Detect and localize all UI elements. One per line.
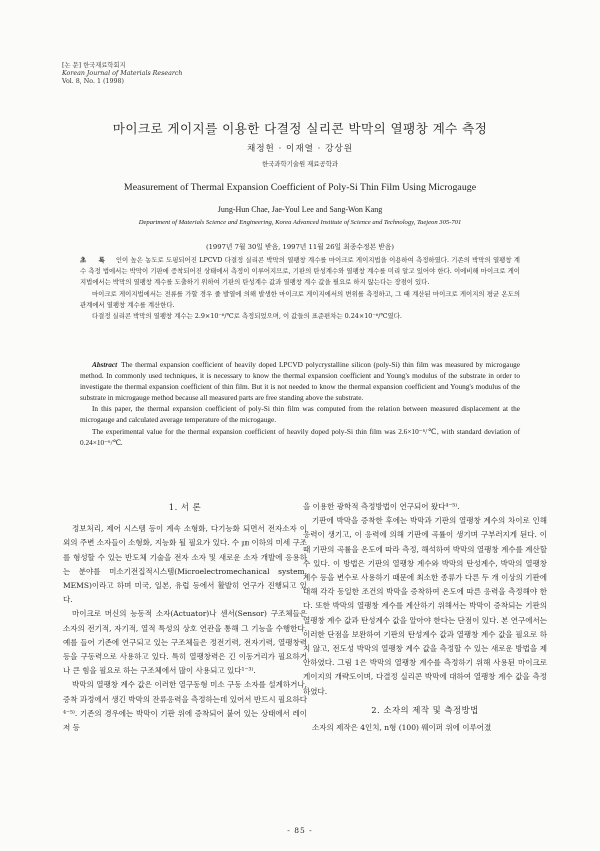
korean-abstract-text-1: 인이 높은 농도로 도핑되어진 LPCVD 다결정 실리콘 박막의 열팽창 계수를 마이크로 게이지법을 이용하여 측정하였다. 기존의 박막의 열팽창 계수 측정 법에서는 박막이 기판에 증착되어진 상태에서 측정이 이루어지므로, 기판의 탄성계수와 열팽창 계수를 미리 알고 있어야 한다. 이에비해 마이크로 게이지법에서는 박막의 열팽창 계수를 도출하기 위하여 기판의 탄성계수 값과 열팽창 계수 값을 필요로 하지 않는다는 장점이 있다. bbox=[80, 256, 520, 287]
english-abstract-text-1: The thermal expansion coefficient of heavily doped LPCVD polycrystalline silicon (poly-Si) thin film was measured by microgauge method. In commonly used techniques, it is necessary to know the thermal expansion coefficient and Young's modulus of the substrate in order to investigate the thermal expansion coefficient of thin film. But it is not needed to know the thermal expansion coefficient and Young's modulus of the substrate in microgauge method because all measured parts are free standing above the substrate. bbox=[80, 360, 520, 403]
korean-title: 마이크로 게이지를 이용한 다결정 실리콘 박막의 열팽창 계수 측정 bbox=[112, 121, 488, 136]
journal-name-ko: [논 문] 한국재료학회지 bbox=[62, 62, 126, 69]
korean-abstract-label: 초 록 bbox=[80, 256, 110, 264]
korean-abstract bbox=[80, 255, 520, 322]
journal-volume: Vol. 8, No. 1 (1998) bbox=[62, 78, 124, 86]
right-column bbox=[303, 500, 547, 735]
received-dates: (1997년 7월 30일 받음, 1997년 11월 26일 최종수정본 받음) bbox=[205, 243, 395, 251]
korean-abstract-text-2: 마이크로 게이지법에서는 전류를 가할 경우 줄 발열에 의해 발생한 마이크로 게이지에서의 변위를 측정하고, 그 때 계산된 마이크로 게이지의 평균 온도의 관계에서 열팽창 계수를 계산한다. bbox=[80, 289, 520, 309]
english-abstract bbox=[80, 359, 520, 448]
body-paragraph: 마이크로 머신의 능동적 소자(Actuator)나 센서(Sensor) 구조체들은 소자의 전기적, 자기적, 열적 특성의 상호 연관을 통해 그 기능을 수행한다. 예를 들어 기존에 연구되고 있는 구조체들은 정전기력, 전자기력, 열팽창력 등을 구동력으로 사용하고 있다. 특히 열팽창력은 긴 이동거리가 필요하거나 큰 힘을 필요로 하는 구조체에서 많이 사용되고 있다¹⁻³⁾. bbox=[63, 609, 307, 676]
section-heading-fabrication: 2. 소자의 제작 및 측정방법 bbox=[371, 704, 479, 715]
english-authors: Jung-Hun Chae, Jae-Youl Lee and Sang-Won Kang bbox=[217, 205, 383, 214]
korean-authors: 채정헌 · 이재열 · 강상원 bbox=[246, 144, 354, 154]
english-affiliation: Department of Materials Science and Engineering, Korea Advanced Institute of Science and Technology, Taejeon 305-701 bbox=[138, 219, 462, 226]
left-column bbox=[63, 500, 307, 735]
english-abstract-paragraph bbox=[80, 359, 520, 403]
journal-name-en: Korean Journal of Materials Research bbox=[62, 70, 183, 78]
body-paragraph-continued: 을 이용한 광학적 측정방법이 연구되어 왔다⁴⁻⁵⁾. bbox=[303, 502, 460, 511]
body-paragraph: 정보처리, 제어 시스템 등이 계속 소형화, 다기능화 되면서 전자소자 이외의 주변 소자들이 소형화, 지능화 될 필요가 있다. 수 ㎛ 이하의 미세 구조를 형성할 수 있는 반도체 기술을 전자 소자 및 새로운 소자 개발에 응용하는 분야를 미소기전집적시스템(Microelectromechanical system, MEMS)이라고 하며 미국, 일본, 유럽 등에서 활발히 연구가 진행되고 있다. bbox=[63, 524, 307, 605]
english-abstract-text-2: In this paper, the thermal expansion coefficient of poly-Si thin film was computed from the relation between measured displacement at the microgauge and calculated average temperature of the microgauge. bbox=[80, 404, 520, 425]
english-abstract-label: Abstract bbox=[92, 360, 118, 369]
body-paragraph: 기판에 박막을 증착한 후에는 박막과 기판의 열팽창 계수의 차이로 인해 응력이 생기고, 이 응력에 의해 기판에 곡률이 생기며 구부러지게 된다. 이때 기판의 곡률을 온도에 따라 측정, 해석하여 박막의 열팽창 계수를 계산할 수 있다. 이 방법은 기판의 열팽창 계수와 박막의 탄성계수, 박막의 열팽창 계수 등을 변수로 사용하기 때문에 최소한 종류가 다른 두 개 이상의 기판에 대해 각각 동일한 조건의 박막을 증착하여 온도에 따른 응력을 측정해야 한다. 또한 박막의 열팽창 계수를 계산하기 위해서는 박막이 증착되는 기판의 열팽창 계수 값과 탄성계수 값을 알아야 한다는 단점이 있다. 본 연구에서는 이러한 단점을 보완하여 기판의 탄성계수 값과 열팽창 계수 값을 필요로 하지 않고, 전도성 박막의 열팽창 계수 값을 측정할 수 있는 새로운 방법을 제안하였다. 그림 1은 박막의 열팽창 계수를 측정하기 위해 사용된 마이크로 게이지의 개략도이며, 다결정 실리콘 박막에 대하여 열팽창 계수 값을 측정하였다. bbox=[303, 516, 547, 696]
korean-affiliation: 한국과학기술원 재료공학과 bbox=[261, 160, 339, 168]
body-paragraph: 소자의 제작은 4인치, n형 (100) 웨이퍼 위에 이루어졌 bbox=[312, 723, 492, 733]
body-paragraph: 박막의 열팽창 계수 값은 이러한 열구동형 미소 구동 소자를 설계하거나, 증착 과정에서 생긴 박막의 잔류응력을 측정하는데 있어서 반드시 필요하다⁴⁻⁵⁾. 기존의 경우에는 박막이 기판 위에 증착되어 붙어 있는 상태에서 레이저 등 bbox=[63, 680, 307, 733]
korean-abstract-paragraph bbox=[80, 255, 520, 289]
journal-header bbox=[62, 62, 182, 87]
english-title: Measurement of Thermal Expansion Coefficient of Poly-Si Thin Film Using Microgauge bbox=[123, 182, 477, 193]
page-number: - 85 - bbox=[287, 826, 313, 835]
korean-abstract-text-3: 다결정 실리콘 박막의 열팽창 계수는 2.9×10⁻⁶/℃로 측정되었으며, 이 값들의 표준편차는 0.24×10⁻⁶/℃였다. bbox=[92, 312, 402, 321]
english-abstract-text-3: The experimental value for the thermal expansion coefficient of heavily doped poly-Si thin film was 2.6×10⁻⁶/℃, with standard deviation of 0.24×10⁻⁶/℃. bbox=[80, 426, 520, 447]
section-heading-introduction: 1. 서 론 bbox=[168, 502, 202, 512]
